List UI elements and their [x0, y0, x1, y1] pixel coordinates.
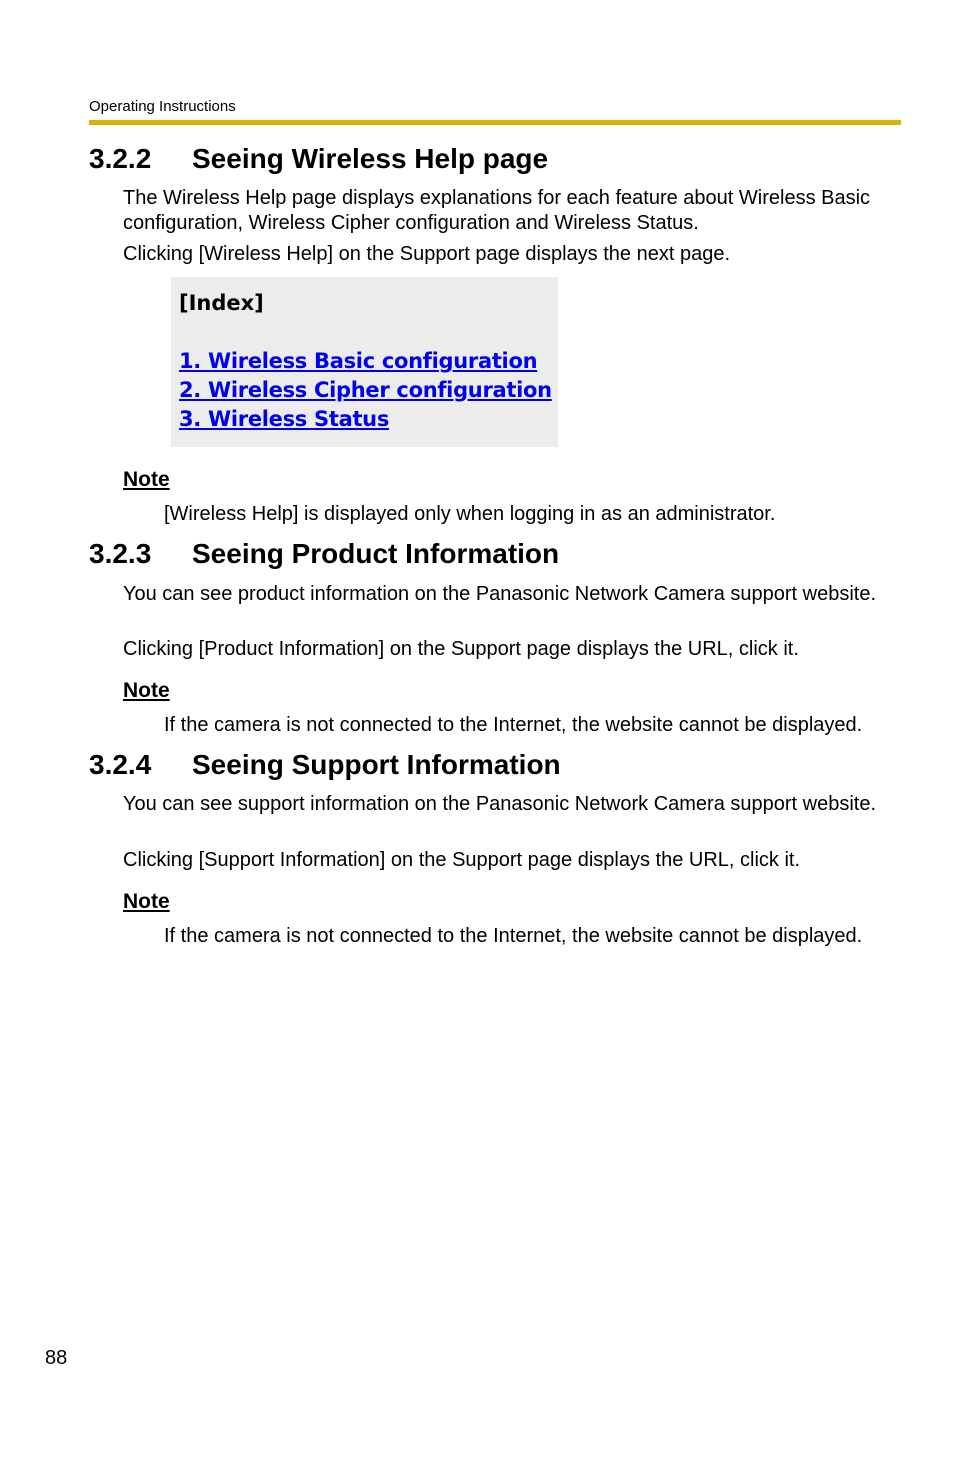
page-number: 88 — [45, 1347, 68, 1369]
note-heading: Note — [123, 468, 170, 491]
link-wireless-status[interactable]: 3. Wireless Status — [179, 407, 390, 431]
paragraph: Clicking [Product Information] on the Support page displays the URL, click it. — [123, 638, 799, 660]
paragraph: You can see support information on the Panasonic Network Camera support website. — [123, 793, 877, 815]
index-title: [Index] — [179, 291, 264, 315]
note-text: If the camera is not connected to the Internet, the website cannot be displayed. — [164, 925, 863, 947]
paragraph: Clicking [Wireless Help] on the Support page displays the next page. — [123, 243, 731, 265]
section-title: Seeing Product Information — [192, 538, 560, 569]
section-title: Seeing Support Information — [192, 749, 561, 780]
paragraph: The Wireless Help page displays explanations for each feature about Wireless Basic configuration, Wireless Cipher configuration and Wireless Status. — [123, 187, 871, 234]
section-heading-3-2-2 — [89, 143, 548, 175]
note-text: If the camera is not connected to the Internet, the website cannot be displayed. — [164, 714, 863, 736]
section-heading-3-2-3 — [89, 538, 559, 570]
running-header: Operating Instructions — [89, 98, 236, 115]
note-heading: Note — [123, 679, 170, 702]
wireless-help-index-screenshot — [171, 277, 558, 447]
paragraph: Clicking [Support Information] on the Support page displays the URL, click it. — [123, 849, 801, 871]
header-rule — [89, 120, 901, 125]
section-title: Seeing Wireless Help page — [192, 143, 549, 174]
paragraph: You can see product information on the Panasonic Network Camera support website. — [123, 583, 877, 605]
note-heading: Note — [123, 890, 170, 913]
section-number: 3.2.4 — [89, 749, 152, 780]
link-wireless-basic-configuration[interactable]: 1. Wireless Basic configuration — [179, 349, 538, 373]
link-wireless-cipher-configuration[interactable]: 2. Wireless Cipher configuration — [179, 378, 552, 402]
note-text: [Wireless Help] is displayed only when logging in as an administrator. — [164, 503, 776, 525]
section-number: 3.2.3 — [89, 538, 152, 569]
section-heading-3-2-4 — [89, 749, 561, 781]
section-number: 3.2.2 — [89, 143, 152, 174]
